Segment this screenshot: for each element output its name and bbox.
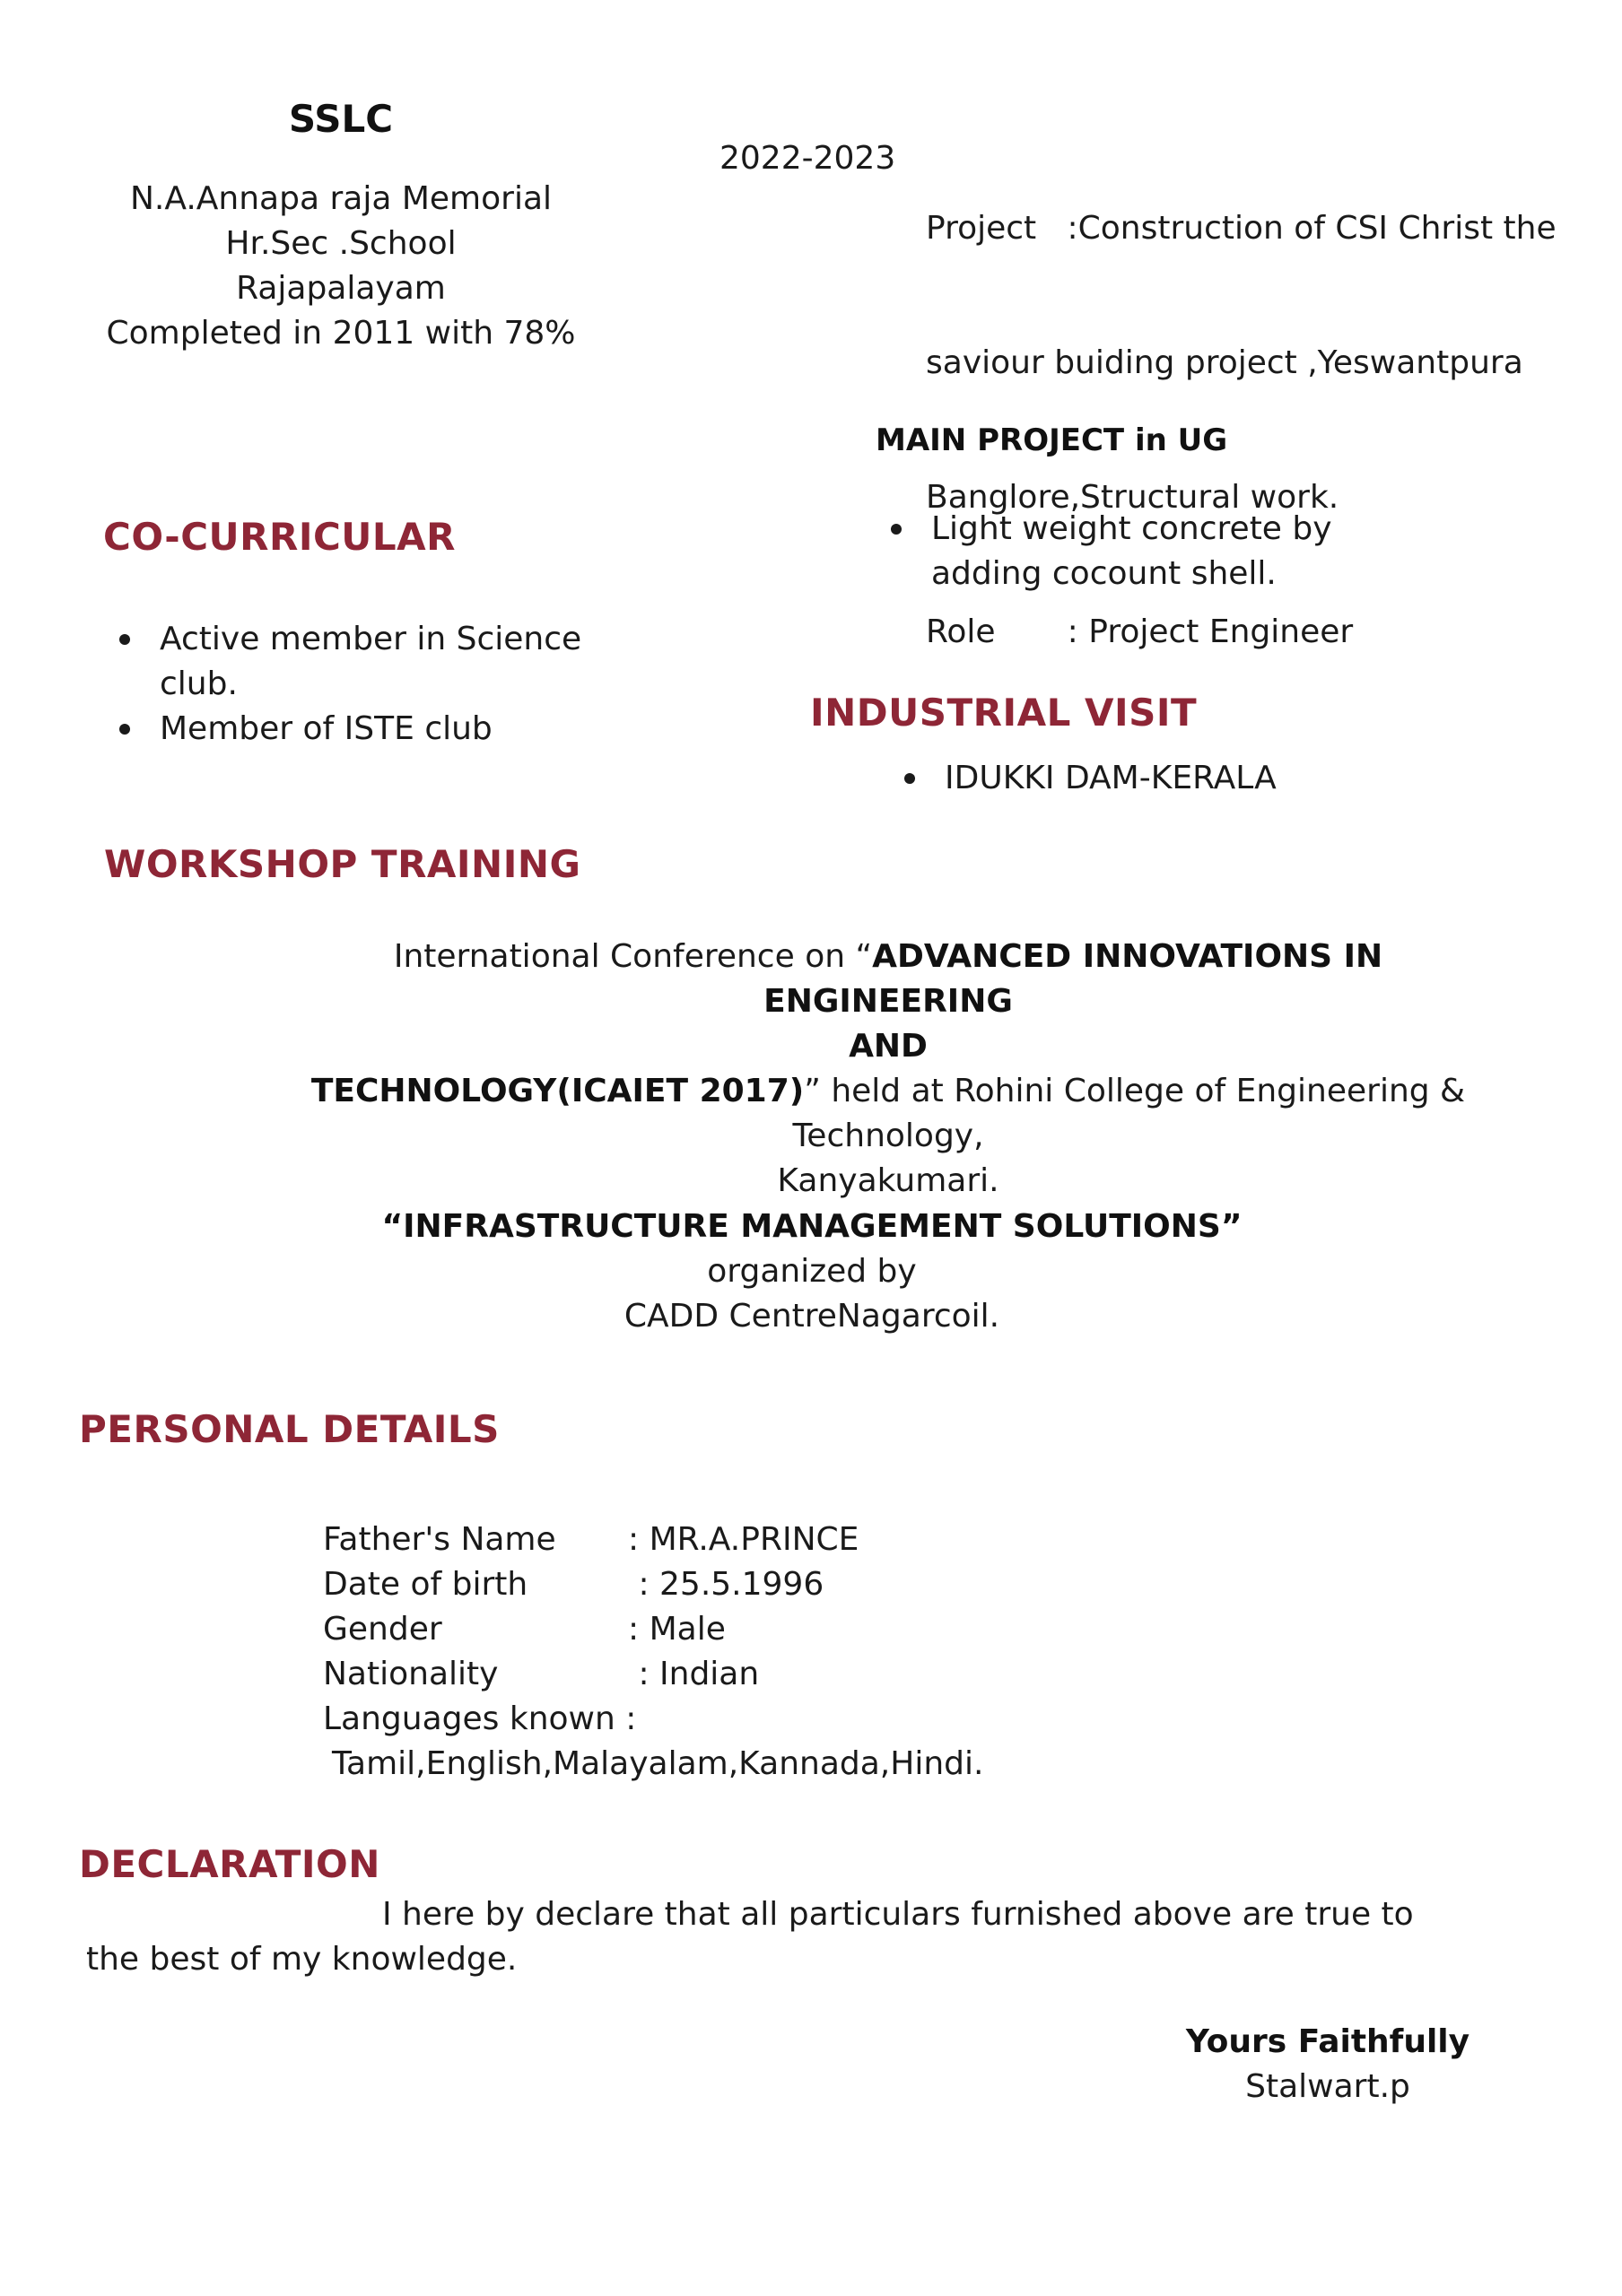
personal-details-heading: PERSONAL DETAILS (79, 1407, 500, 1451)
declaration-line: I here by declare that all particulars furnished above are true to (382, 1896, 1414, 1933)
bullet-icon (904, 773, 915, 784)
experience-years: 2022-2023 (719, 140, 896, 177)
industrial-visit-list (904, 756, 1277, 801)
conference-block (269, 935, 1507, 1204)
conference-line: International Conference on “ADVANCED INNOVATIONS IN ENGINEERING (393, 938, 1383, 1020)
infrastructure-line: CADD CentreNagarcoil. (624, 1298, 1000, 1335)
signoff-block (1166, 2020, 1489, 2109)
list-item: Active member in Science club. (119, 617, 581, 707)
conference-line: Kanyakumari. (777, 1162, 999, 1199)
experience-line: Role : Project Engineer (926, 613, 1354, 650)
sslc-section (90, 94, 592, 356)
declaration-line: the best of my knowledge. (86, 1941, 518, 1978)
languages-value: Tamil,English,Malayalam,Kannada,Hindi. (332, 1745, 984, 1782)
detail-row: Gender : Male (323, 1611, 726, 1648)
co-curricular-list (119, 617, 581, 752)
list-item: Light weight concrete by adding cocount shell. (891, 507, 1332, 596)
languages-label: Languages known : (323, 1700, 637, 1737)
detail-row: Date of birth : 25.5.1996 (323, 1566, 824, 1603)
sslc-line: N.A.Annapa raja Memorial (129, 180, 553, 217)
infrastructure-title: “INFRASTRUCTURE MANAGEMENT SOLUTIONS” (381, 1208, 1243, 1245)
bullet-icon (119, 724, 130, 735)
declaration-heading: DECLARATION (79, 1842, 380, 1886)
sslc-heading: SSLC (288, 97, 394, 141)
main-project-heading: MAIN PROJECT in UG (876, 422, 1228, 458)
experience-line: saviour buiding project ,Yeswantpura (926, 344, 1523, 381)
sslc-details (90, 177, 592, 356)
sslc-line: Completed in 2011 with 78% (106, 315, 576, 352)
bullet-icon (891, 524, 902, 535)
signature-name: Stalwart.p (1245, 2068, 1410, 2105)
sslc-line: Rajapalayam (236, 270, 446, 307)
bullet-icon (119, 634, 130, 645)
list-item: Member of ISTE club (119, 707, 581, 752)
conference-line: Technology, (792, 1118, 984, 1154)
closing: Yours Faithfully (1185, 2023, 1470, 2060)
personal-details-table (323, 1518, 983, 1787)
industrial-visit-heading: INDUSTRIAL VISIT (810, 691, 1198, 735)
detail-row: Nationality : Indian (323, 1656, 760, 1692)
experience-line: Banglore,Structural work. (926, 479, 1339, 516)
workshop-heading: WORKSHOP TRAINING (104, 842, 581, 886)
main-project-list (891, 507, 1332, 596)
detail-row: Father's Name : MR.A.PRINCE (323, 1521, 859, 1558)
co-curricular-heading: CO-CURRICULAR (103, 515, 457, 559)
sslc-line: Hr.Sec .School (225, 225, 457, 262)
list-item: IDUKKI DAM-KERALA (904, 756, 1277, 801)
conference-line: TECHNOLOGY(ICAIET 2017)” held at Rohini College of Engineering & (310, 1073, 1466, 1109)
declaration-text (86, 1892, 1522, 1982)
infrastructure-block (359, 1205, 1265, 1339)
experience-line: Project :Construction of CSI Christ the (926, 210, 1557, 247)
experience-details (926, 117, 1557, 700)
conference-line: AND (849, 1028, 928, 1065)
infrastructure-line: organized by (707, 1253, 917, 1290)
